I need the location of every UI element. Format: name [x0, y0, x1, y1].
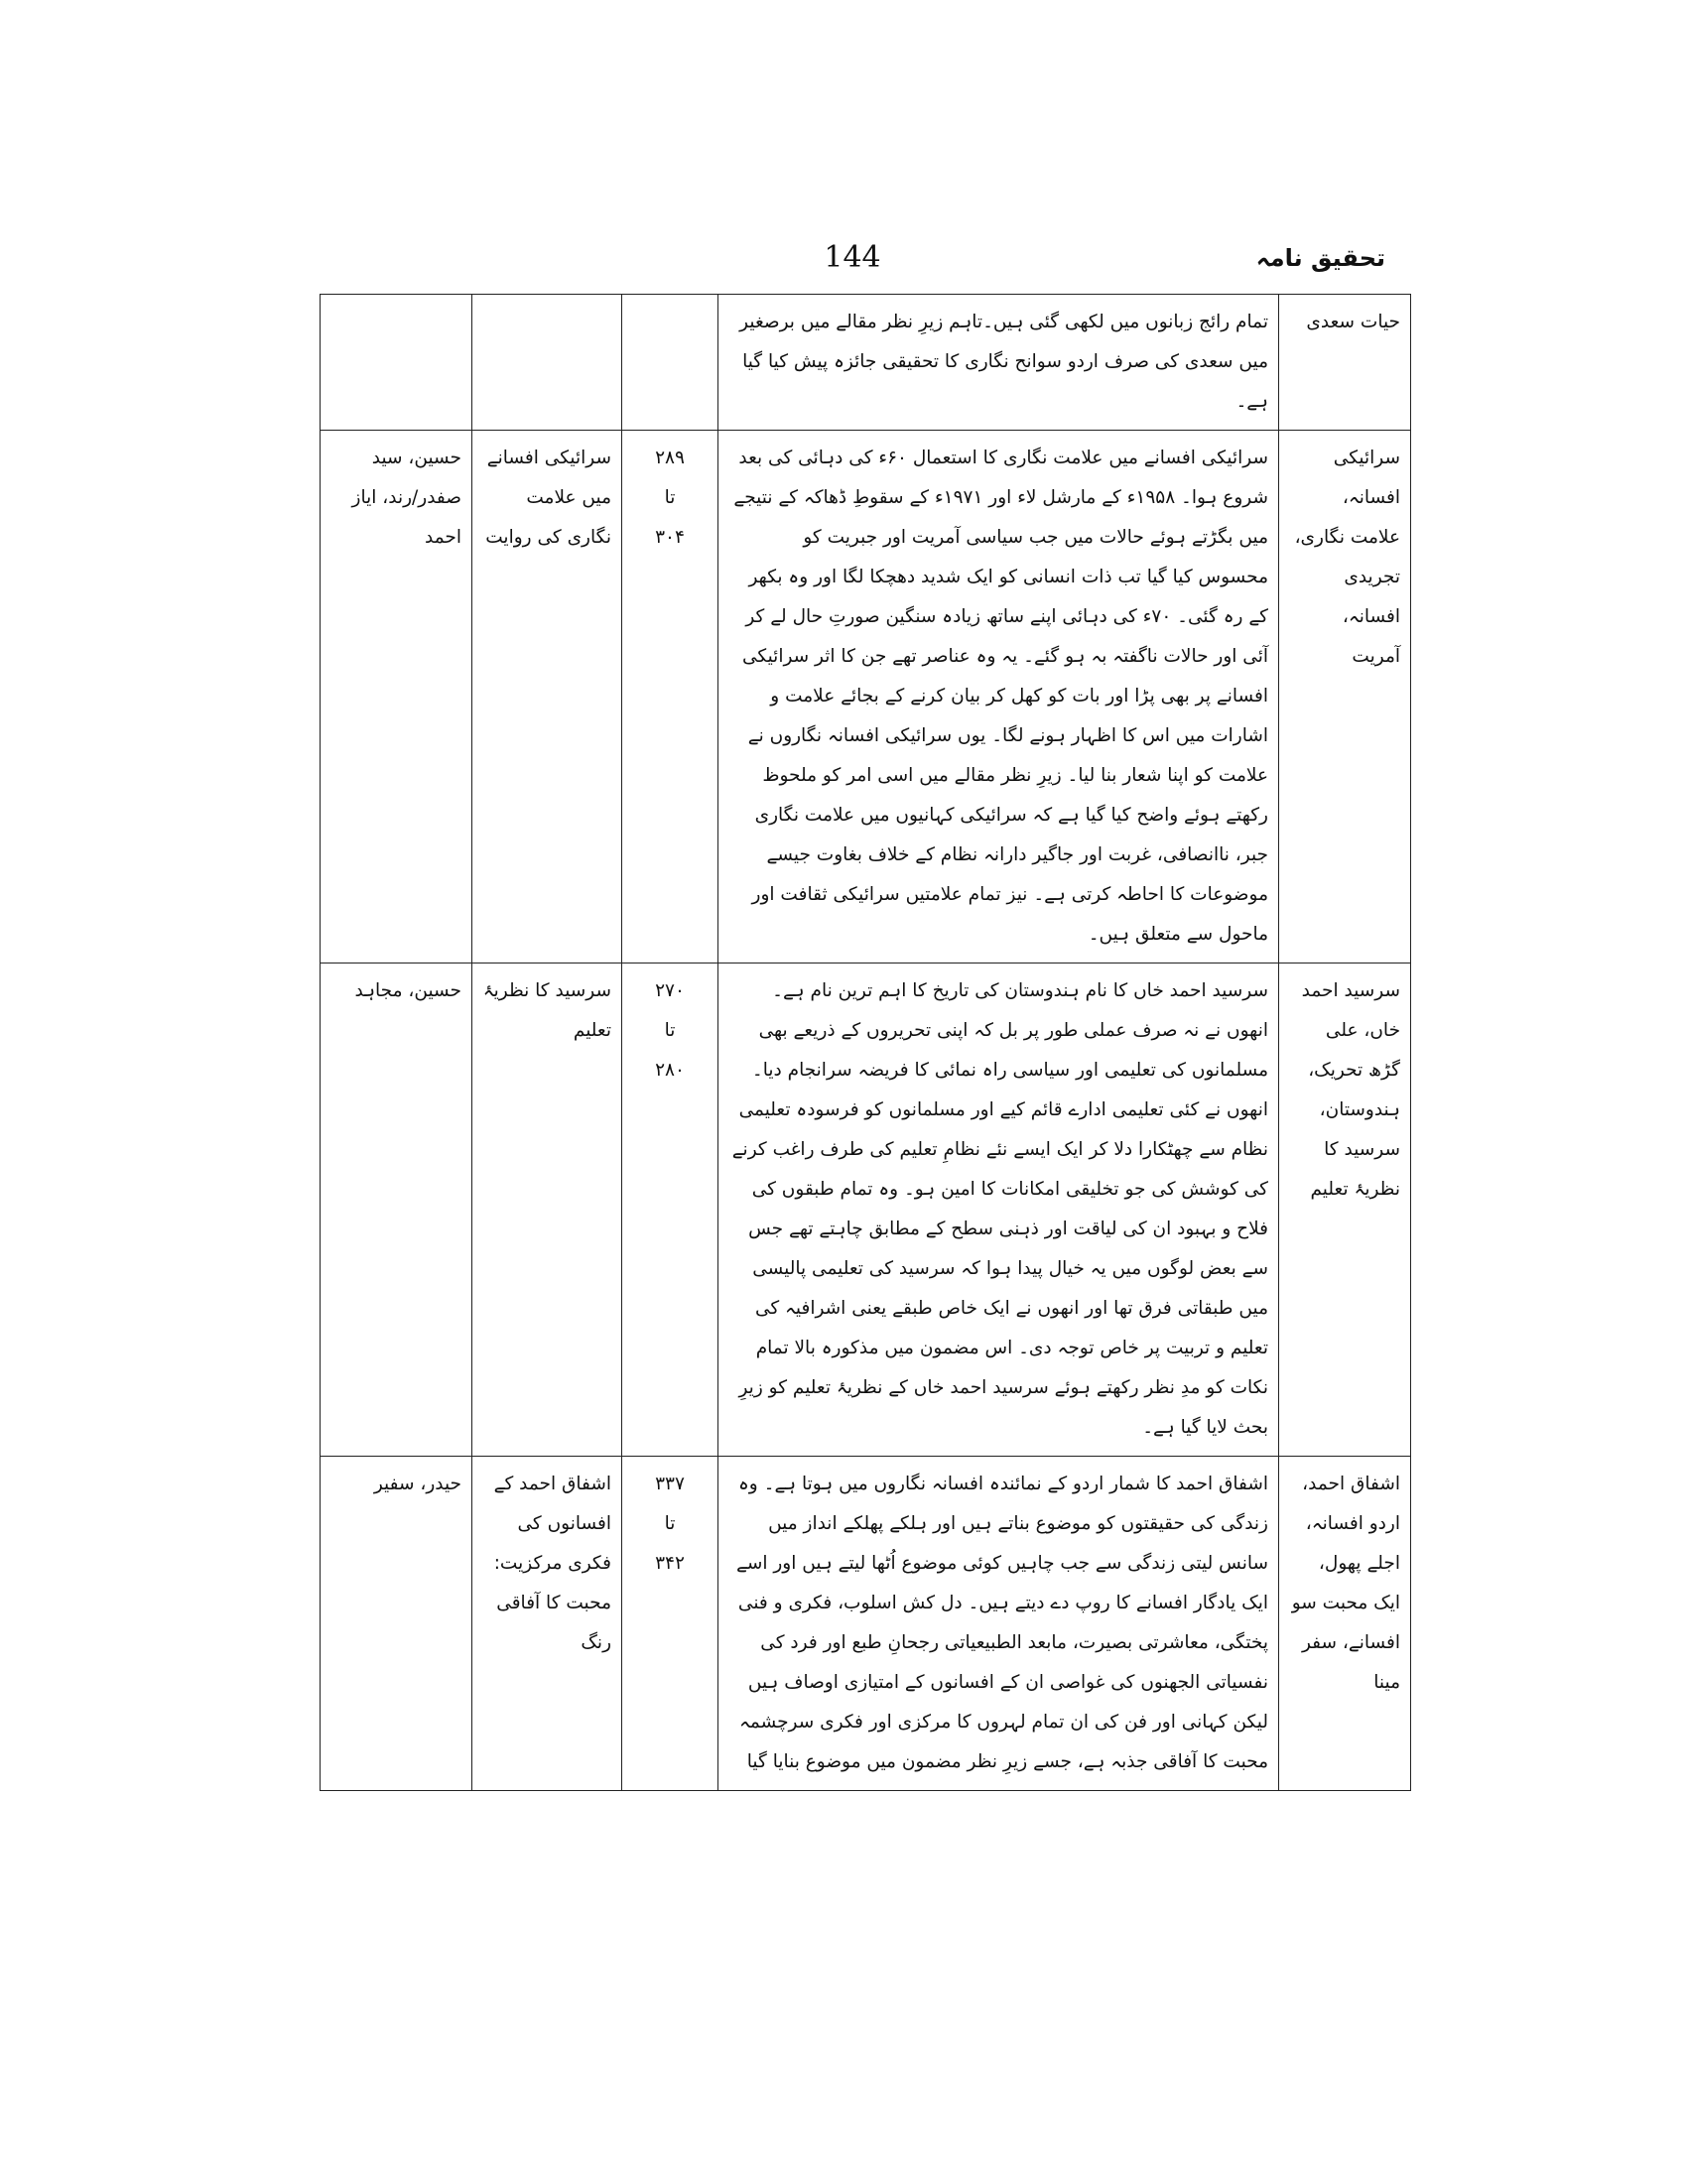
table-row [321, 964, 1411, 1457]
page-number: 144 [824, 240, 881, 275]
journal-title: تحقیق نامہ [1255, 244, 1385, 272]
page-header [320, 240, 1385, 294]
title-cell [472, 295, 622, 431]
pages-cell [622, 1457, 718, 1791]
keywords-cell: حیات سعدی [1279, 295, 1411, 431]
pages-cell [622, 295, 718, 431]
page-to: تا [664, 1513, 676, 1534]
table-row [321, 1457, 1411, 1791]
page-end: ۳۰۴ [655, 527, 685, 548]
author-cell: حیدر، سفیر [321, 1457, 472, 1791]
author-cell: حسین، مجاہد [321, 964, 472, 1457]
title-cell: سرسید کا نظریۂ تعلیم [472, 964, 622, 1457]
table-row [321, 431, 1411, 964]
page-start: ۳۳۷ [655, 1474, 685, 1494]
page-start: ۲۷۰ [655, 980, 685, 1001]
keywords-cell: اشفاق احمد، اردو افسانہ، اجلے پھول، ایک محبت سو افسانے، سفر مینا [1279, 1457, 1411, 1791]
page-start: ۲۸۹ [655, 448, 685, 468]
abstract-cell: سرسید احمد خاں کا نام ہندوستان کی تاریخ کا اہم ترین نام ہے۔ انھوں نے نہ صرف عملی طور پر بل کہ اپنی تحریروں کے ذریعے بھی مسلمانوں کی تعلیمی اور سیاسی راہ نمائی کا فریضہ سرانجام دیا۔ انھوں نے کئی تعلیمی ادارے قائم کیے اور مسلمانوں کو فرسودہ تعلیمی نظام سے چھٹکارا دلا کر ایک ایسے نئے نظامِ تعلیم کی طرف راغب کرنے کی کوشش کی جو تخلیقی امکانات کا امین ہو۔ وہ تمام طبقوں کی فلاح و بہبود ان کی لیاقت اور ذہنی سطح کے مطابق چاہتے تھے جس سے بعض لوگوں میں یہ خیال پیدا ہوا کہ سرسید کی تعلیمی پالیسی میں طبقاتی فرق تھا اور انھوں نے ایک خاص طبقے یعنی اشرافیہ کی تعلیم و تربیت پر خاص توجہ دی۔ اس مضمون میں مذکورہ بالا تمام نکات کو مدِ نظر رکھتے ہوئے سرسید احمد خاں کے نظریۂ تعلیم کو زیرِ بحث لایا گیا ہے۔ [718, 964, 1279, 1457]
author-cell: حسین، سید صفدر/رند، ایاز احمد [321, 431, 472, 964]
author-cell [321, 295, 472, 431]
abstract-cell: تمام رائج زبانوں میں لکھی گئی ہیں۔تاہم زیرِ نظر مقالے میں برصغیر میں سعدی کی صرف اردو سوانح نگاری کا تحقیقی جائزہ پیش کیا گیا ہے۔ [718, 295, 1279, 431]
title-cell: اشفاق احمد کے افسانوں کی فکری مرکزیت: محبت کا آفاقی رنگ [472, 1457, 622, 1791]
abstract-cell: اشفاق احمد کا شمار اردو کے نمائندہ افسانہ نگاروں میں ہوتا ہے۔ وہ زندگی کی حقیقتوں کو موضوع بناتے ہیں اور ہلکے پھلکے انداز میں سانس لیتی زندگی سے جب چاہیں کوئی موضوع اُٹھا لیتے ہیں اور اسے ایک یادگار افسانے کا روپ دے دیتے ہیں۔ دل کش اسلوب، فکری و فنی پختگی، معاشرتی بصیرت، مابعد الطبیعیاتی رجحانِ طبع اور فرد کی نفسیاتی الجھنوں کی غواصی ان کے افسانوں کے امتیازی اوصاف ہیں لیکن کہانی اور فن کی ان تمام لہروں کا مرکزی اور فکری سرچشمہ محبت کا آفاقی جذبہ ہے، جسے زیرِ نظر مضمون میں موضوع بنایا گیا [718, 1457, 1279, 1791]
page-to: تا [664, 1020, 676, 1041]
pages-cell [622, 431, 718, 964]
table-row [321, 295, 1411, 431]
abstract-cell: سرائیکی افسانے میں علامت نگاری کا استعمال ۶۰ء کی دہائی کی بعد شروع ہوا۔ ۱۹۵۸ء کے مارشل لاء اور ۱۹۷۱ء کے سقوطِ ڈھاکہ کے نتیجے میں بگڑتے ہوئے حالات میں جب سیاسی آمریت اور جبریت کو محسوس کیا گیا تب ذات انسانی کو ایک شدید دھچکا لگا اور وہ بکھر کے رہ گئی۔ ۷۰ء کی دہائی اپنے ساتھ زیادہ سنگین صورتِ حال لے کر آئی اور حالات ناگفتہ بہ ہو گئے۔ یہ وہ عناصر تھے جن کا اثر سرائیکی افسانے پر بھی پڑا اور بات کو کھل کر بیان کرنے کے بجائے علامت و اشارات میں اس کا اظہار ہونے لگا۔ یوں سرائیکی افسانہ نگاروں نے علامت کو اپنا شعار بنا لیا۔ زیرِ نظر مقالے میں اسی امر کو ملحوظ رکھتے ہوئے واضح کیا گیا ہے کہ سرائیکی کہانیوں میں علامت نگاری جبر، ناانصافی، غربت اور جاگیر دارانہ نظام کے خلاف بغاوت جیسے موضوعات کا احاطہ کرتی ہے۔ نیز تمام علامتیں سرائیکی ثقافت اور ماحول سے متعلق ہیں۔ [718, 431, 1279, 964]
page-to: تا [664, 487, 676, 508]
bibliography-table [320, 294, 1411, 1791]
page-end: ۳۴۲ [655, 1553, 685, 1574]
keywords-cell: سرائیکی افسانہ، علامت نگاری، تجریدی افسانہ، آمریت [1279, 431, 1411, 964]
pages-cell [622, 964, 718, 1457]
keywords-cell: سرسید احمد خاں، علی گڑھ تحریک، ہندوستان، سرسید کا نظریۂ تعلیم [1279, 964, 1411, 1457]
page-end: ۲۸۰ [655, 1060, 685, 1081]
title-cell: سرائیکی افسانے میں علامت نگاری کی روایت [472, 431, 622, 964]
